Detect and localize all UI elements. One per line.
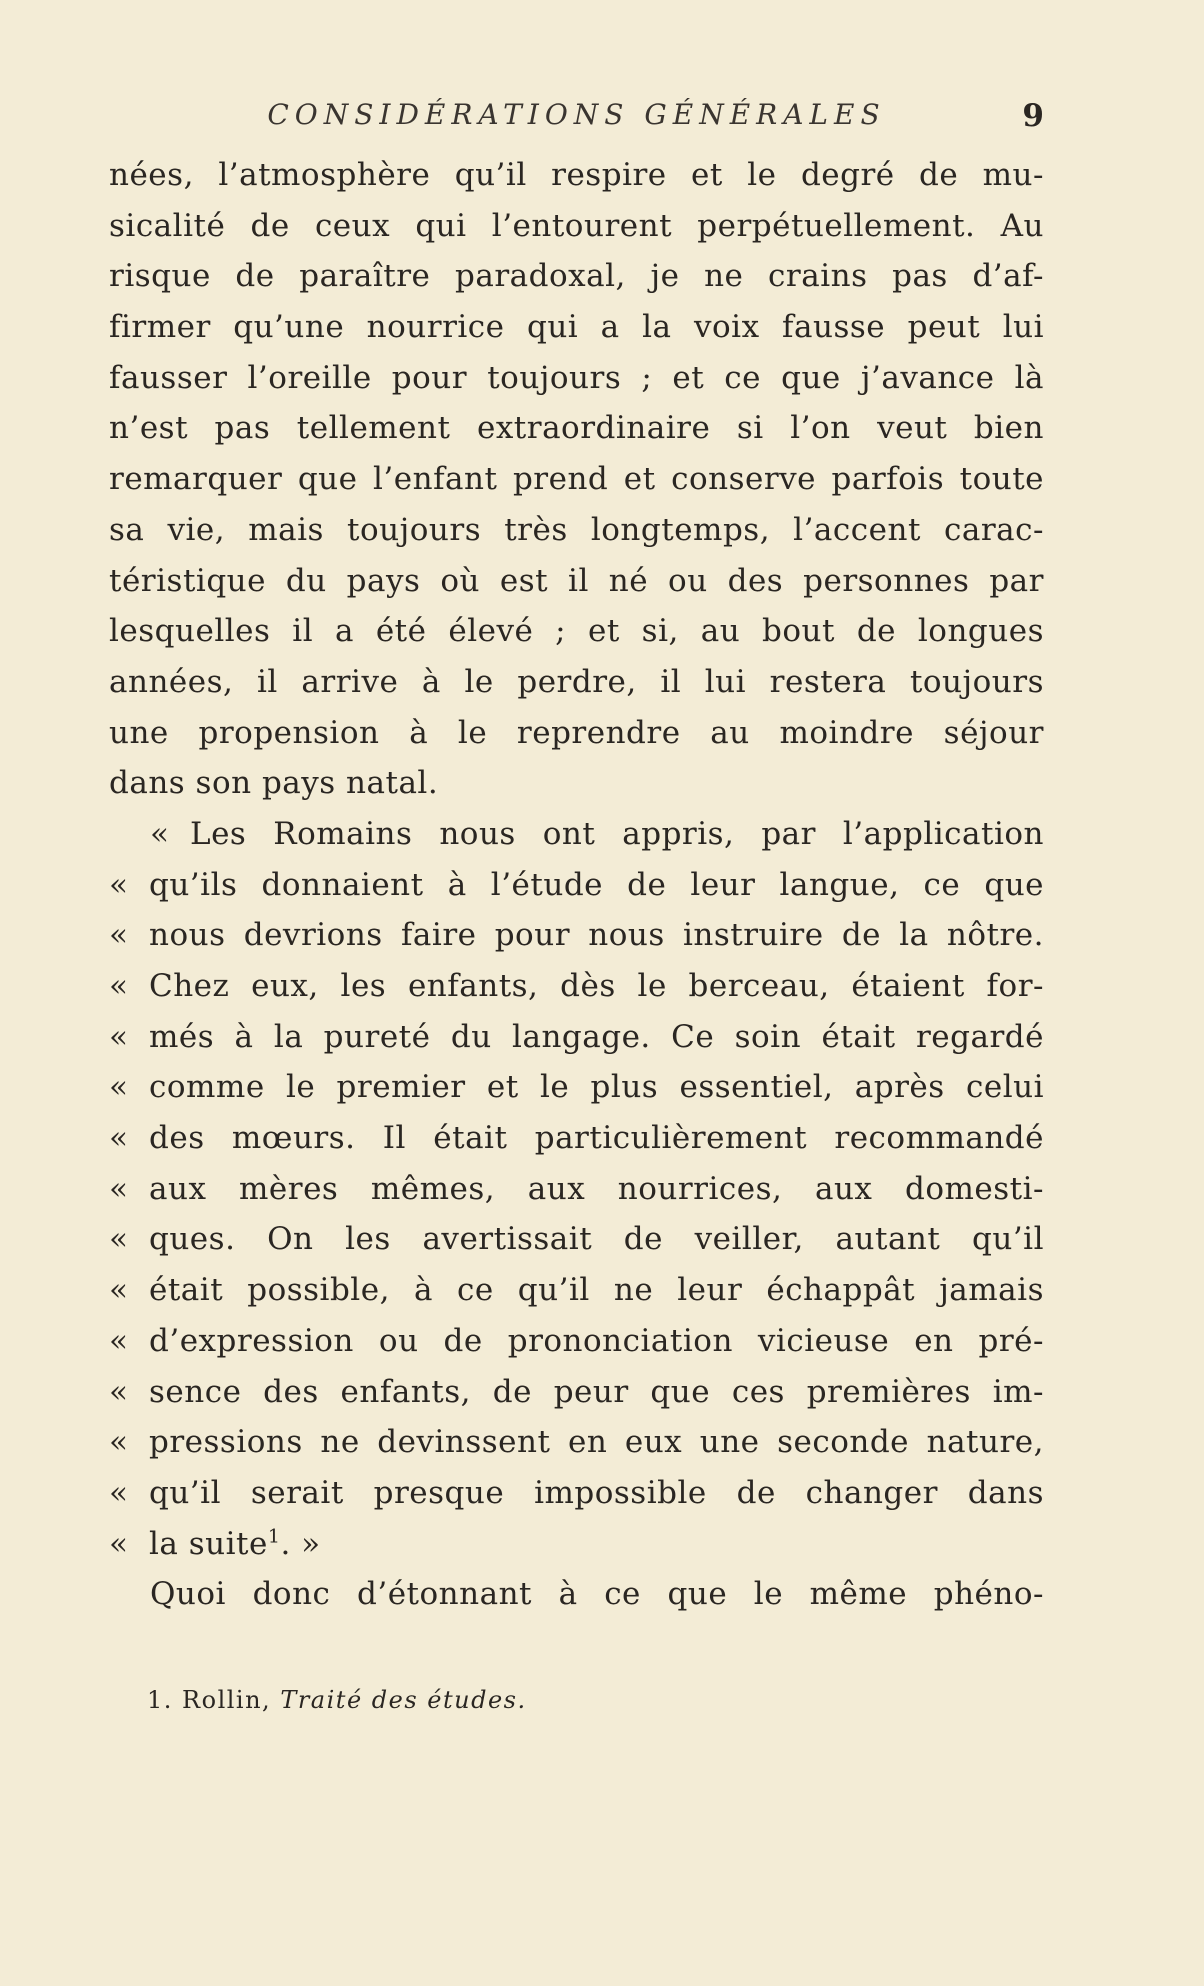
quote-mark: « — [109, 1424, 129, 1461]
quote-mark: « — [109, 1170, 129, 1207]
quote-line — [109, 961, 1044, 1012]
quote-mark: « — [109, 1322, 129, 1359]
text-line: n’est pas tellement extraordinaire si l’on veut bien — [109, 410, 1044, 447]
quote-text: sence des enfants, de peur que ces premières im- — [149, 1373, 1044, 1410]
quote-line — [109, 1265, 1044, 1316]
running-head — [109, 98, 1044, 138]
quote-text: pressions ne devinssent en eux une seconde nature, — [149, 1424, 1044, 1461]
quote-text: la suite — [149, 1525, 268, 1562]
quote-line — [109, 1316, 1044, 1367]
footnote-number: 1. — [147, 1686, 173, 1714]
quote-text: qu’ils donnaient à l’étude de leur langue, ce que — [149, 866, 1044, 903]
quote-line — [109, 809, 1044, 860]
quote-line — [109, 1367, 1044, 1418]
running-title: CONSIDÉRATIONS GÉNÉRALES — [267, 98, 886, 131]
quote-line — [109, 1519, 1044, 1570]
quote-text: d’expression ou de prononciation vicieuse en pré- — [149, 1322, 1044, 1359]
text-line: dans son pays natal. — [109, 765, 439, 802]
quote-mark: « — [109, 917, 129, 954]
quote-text: était possible, à ce qu’il ne leur échappât jamais — [149, 1272, 1044, 1309]
quote-line — [109, 1113, 1044, 1164]
quote-mark: « — [109, 1120, 129, 1157]
footnote-author: Rollin, — [182, 1686, 272, 1714]
quote-text: més à la pureté du langage. Ce soin était regardé — [149, 1018, 1044, 1055]
page-number: 9 — [1022, 98, 1044, 134]
quote-mark: « — [109, 968, 129, 1004]
text-line: sicalité de ceux qui l’entourent perpétuellement. Au — [109, 207, 1044, 244]
quote-text: comme le premier et le plus essentiel, après celui — [149, 1069, 1044, 1106]
quote-mark: « — [109, 1272, 129, 1309]
text-line: remarquer que l’enfant prend et conserve parfois toute — [109, 461, 1044, 498]
quote-line — [109, 1468, 1044, 1519]
quote-mark: « — [109, 1221, 129, 1258]
quote-line — [109, 1012, 1044, 1063]
quote-line — [109, 910, 1044, 961]
quote-mark: « — [109, 1474, 129, 1511]
quote-line — [109, 1214, 1044, 1265]
footnote — [147, 1686, 527, 1714]
quote-mark: « — [150, 815, 170, 852]
body-text — [109, 150, 1044, 1620]
text-line: téristique du pays où est il né ou des personnes par — [109, 562, 1044, 599]
text-line: lesquelles il a été élevé ; et si, au bout de longues — [109, 613, 1044, 650]
quote-mark: « — [109, 1069, 129, 1106]
text-line: années, il arrive à le perdre, il lui restera toujours — [109, 663, 1044, 700]
quote-mark-close: » — [301, 1525, 321, 1562]
text-line: sa vie, mais toujours très longtemps, l’accent carac- — [109, 511, 1044, 548]
quote-text: aux mères mêmes, aux nourrices, aux domesti- — [149, 1170, 1044, 1207]
text-line: fausser l’oreille pour toujours ; et ce que j’avance là — [109, 359, 1044, 396]
quote-text: Chez eux, les enfants, dès le berceau, étaient for- — [149, 968, 1044, 1004]
quote-text: nous devrions faire pour nous instruire de la nôtre. — [149, 917, 1044, 954]
quote-mark: « — [109, 1373, 129, 1410]
quote-text: ques. On les avertissait de veiller, autant qu’il — [149, 1221, 1044, 1258]
text-line: nées, l’atmosphère qu’il respire et le degré de mu- — [109, 157, 1044, 193]
quote-line — [109, 1062, 1044, 1113]
quote-text: des mœurs. Il était particulièrement recommandé — [149, 1120, 1044, 1157]
quote-line — [109, 860, 1044, 911]
quote-line — [109, 1417, 1044, 1468]
quote-mark: « — [109, 866, 129, 903]
footnote-work: Traité des études. — [280, 1686, 527, 1714]
quote-text: Les Romains nous ont appris, par l’application — [190, 815, 1044, 852]
text-line: Quoi donc d’étonnant à ce que le même phéno- — [150, 1576, 1044, 1613]
quote-text-final — [149, 1519, 1044, 1570]
quote-mark: « — [109, 1525, 129, 1562]
quote-mark: « — [109, 1018, 129, 1055]
footnote-reference: 1 — [267, 1525, 281, 1548]
text-line: risque de paraître paradoxal, je ne crains pas d’af- — [109, 258, 1044, 295]
quote-line — [109, 1164, 1044, 1215]
quote-end-punct: . — [280, 1525, 291, 1562]
quote-text: qu’il serait presque impossible de changer dans — [149, 1474, 1044, 1511]
text-line: une propension à le reprendre au moindre séjour — [109, 714, 1044, 751]
text-line: firmer qu’une nourrice qui a la voix fausse peut lui — [109, 309, 1044, 346]
